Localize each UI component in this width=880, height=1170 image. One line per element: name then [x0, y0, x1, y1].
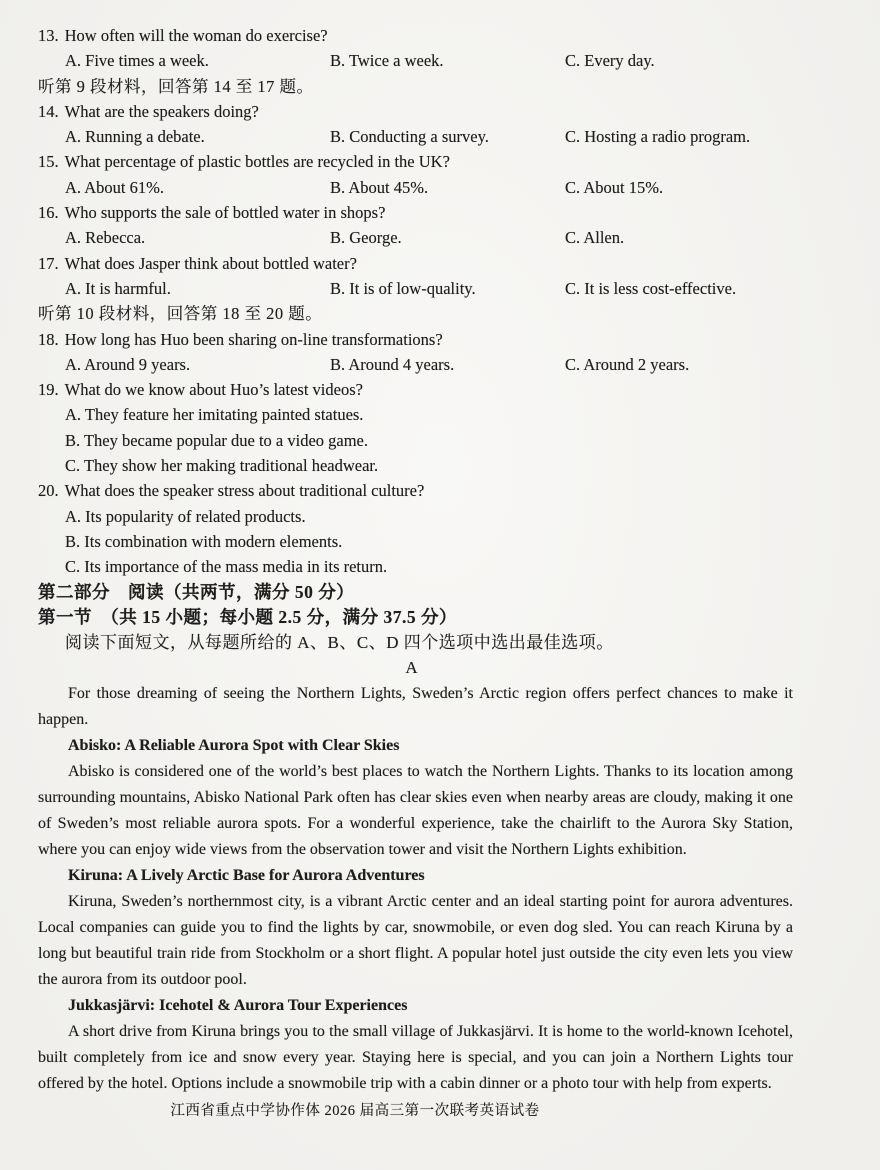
question-15-options [38, 175, 840, 200]
question-20-option-b: B. Its combination with modern elements. [65, 531, 343, 551]
passage-label: A [405, 658, 418, 678]
question-20 [38, 478, 840, 503]
jukkasjarvi-heading: Jukkasjärvi: Icehotel & Aurora Tour Experiences [68, 996, 408, 1014]
question-18-options [38, 352, 840, 377]
question-18-option-c: C. Around 2 years. [565, 354, 690, 374]
passage-intro: For those dreaming of seeing the Northern Lights, Sweden’s Arctic region offers perfect chances to make it happen. [38, 684, 793, 728]
material-10-instruction: 听第 10 段材料，回答第 18 至 20 题。 [38, 304, 323, 324]
question-18-text: How long has Huo been sharing on-line transformations? [64, 329, 443, 349]
question-15-text: What percentage of plastic bottles are recycled in the UK? [64, 152, 450, 172]
reading-passage [0, 681, 880, 1097]
question-20-option-a: A. Its popularity of related products. [65, 506, 306, 526]
part2-header: 第二部分 阅读（共两节，满分 50 分） [38, 581, 355, 602]
question-14-text: What are the speakers doing? [64, 101, 259, 121]
question-16-number: 16. [38, 203, 59, 223]
question-17-text: What does Jasper think about bottled water? [64, 253, 357, 273]
question-13-options [38, 48, 840, 73]
question-20-text: What does the speaker stress about traditional culture? [64, 481, 425, 501]
question-15 [38, 149, 840, 174]
listening-section [0, 0, 880, 580]
abisko-paragraph: Abisko is considered one of the world’s best places to watch the Northern Lights. Thanks to its location among surrounding mountains, Abisko National Park often has clear skies even when nearby areas are cloudy, making it one of Sweden’s most reliable aurora spots. For a wonderful experience, take the chairlift to the Aurora Sky Station, where you can enjoy wide views from the observation tower and visit the Northern Lights exhibition. [38, 762, 793, 858]
question-17-options [38, 276, 840, 301]
question-14-number: 14. [38, 101, 59, 121]
question-18-option-a: A. Around 9 years. [65, 354, 191, 374]
question-17-option-c: C. It is less cost-effective. [565, 278, 737, 298]
question-20-options [38, 504, 840, 580]
question-20-number: 20. [38, 481, 59, 501]
question-17-number: 17. [38, 253, 59, 273]
question-17-option-a: A. It is harmful. [65, 278, 171, 298]
question-13-option-a: A. Five times a week. [65, 51, 209, 71]
question-15-option-b: B. About 45%. [330, 177, 429, 197]
question-18-option-b: B. Around 4 years. [330, 354, 455, 374]
question-19-options [38, 402, 840, 478]
question-13 [38, 23, 840, 48]
question-19-option-c: C. They show her making traditional headwear. [65, 456, 379, 476]
jukkasjarvi-paragraph: A short drive from Kiruna brings you to the small village of Jukkasjärvi. It is home to the world-known Icehotel, built completely from ice and snow every year. Staying here is special, and you can join a Northern Lights tour offered by the hotel. Options include a snowmobile trip with a cabin dinner or a photo tour with help from experts. [38, 1022, 793, 1092]
question-15-number: 15. [38, 152, 59, 172]
question-18-number: 18. [38, 329, 59, 349]
material-9-instruction: 听第 9 段材料，回答第 14 至 17 题。 [38, 76, 314, 96]
page-footer: 江西省重点中学协作体 2026 届高三第一次联考英语试卷 [170, 1102, 540, 1119]
question-19-text: What do we know about Huo’s latest videos? [64, 380, 363, 400]
question-14-options [38, 124, 840, 149]
question-15-option-a: A. About 61%. [65, 177, 164, 197]
question-17-option-b: B. It is of low-quality. [330, 278, 476, 298]
question-13-number: 13. [38, 26, 59, 45]
question-19-option-b: B. They became popular due to a video game. [65, 430, 369, 450]
section1-header: 第一节 （共 15 小题；每小题 2.5 分，满分 37.5 分） [38, 606, 457, 627]
question-19-number: 19. [38, 380, 59, 400]
reading-section-headers [0, 580, 880, 681]
question-15-option-c: C. About 15%. [565, 177, 664, 197]
question-17 [38, 251, 840, 276]
question-19 [38, 377, 840, 402]
kiruna-paragraph: Kiruna, Sweden’s northernmost city, is a vibrant Arctic center and an ideal starting point for aurora adventures. Local companies can guide you to find the lights by car, snowmobile, or even dog sled. You can reach Kiruna by a long but beautiful train ride from Stockholm or a short flight. A popular hotel just outside the city even lets you view the aurora from its outdoor pool. [38, 892, 793, 988]
question-19-option-a: A. They feature her imitating painted statues. [65, 405, 364, 425]
question-16-option-b: B. George. [330, 228, 402, 248]
question-13-option-c: C. Every day. [565, 51, 655, 71]
question-16 [38, 200, 840, 225]
question-16-option-a: A. Rebecca. [65, 228, 146, 248]
question-16-option-c: C. Allen. [565, 228, 625, 248]
question-13-text: How often will the woman do exercise? [64, 26, 328, 45]
question-16-text: Who supports the sale of bottled water in shops? [64, 203, 386, 223]
question-14 [38, 99, 840, 124]
question-14-option-a: A. Running a debate. [65, 127, 205, 147]
reading-instruction: 阅读下面短文，从每题所给的 A、B、C、D 四个选项中选出最佳选项。 [65, 633, 614, 653]
question-20-option-c: C. Its importance of the mass media in its return. [65, 557, 388, 577]
question-14-option-b: B. Conducting a survey. [330, 127, 489, 147]
kiruna-heading: Kiruna: A Lively Arctic Base for Aurora Adventures [68, 866, 425, 884]
abisko-heading: Abisko: A Reliable Aurora Spot with Clear Skies [68, 736, 400, 754]
question-16-options [38, 225, 840, 250]
question-13-option-b: B. Twice a week. [330, 51, 444, 71]
question-18 [38, 327, 840, 352]
question-14-option-c: C. Hosting a radio program. [565, 127, 751, 147]
